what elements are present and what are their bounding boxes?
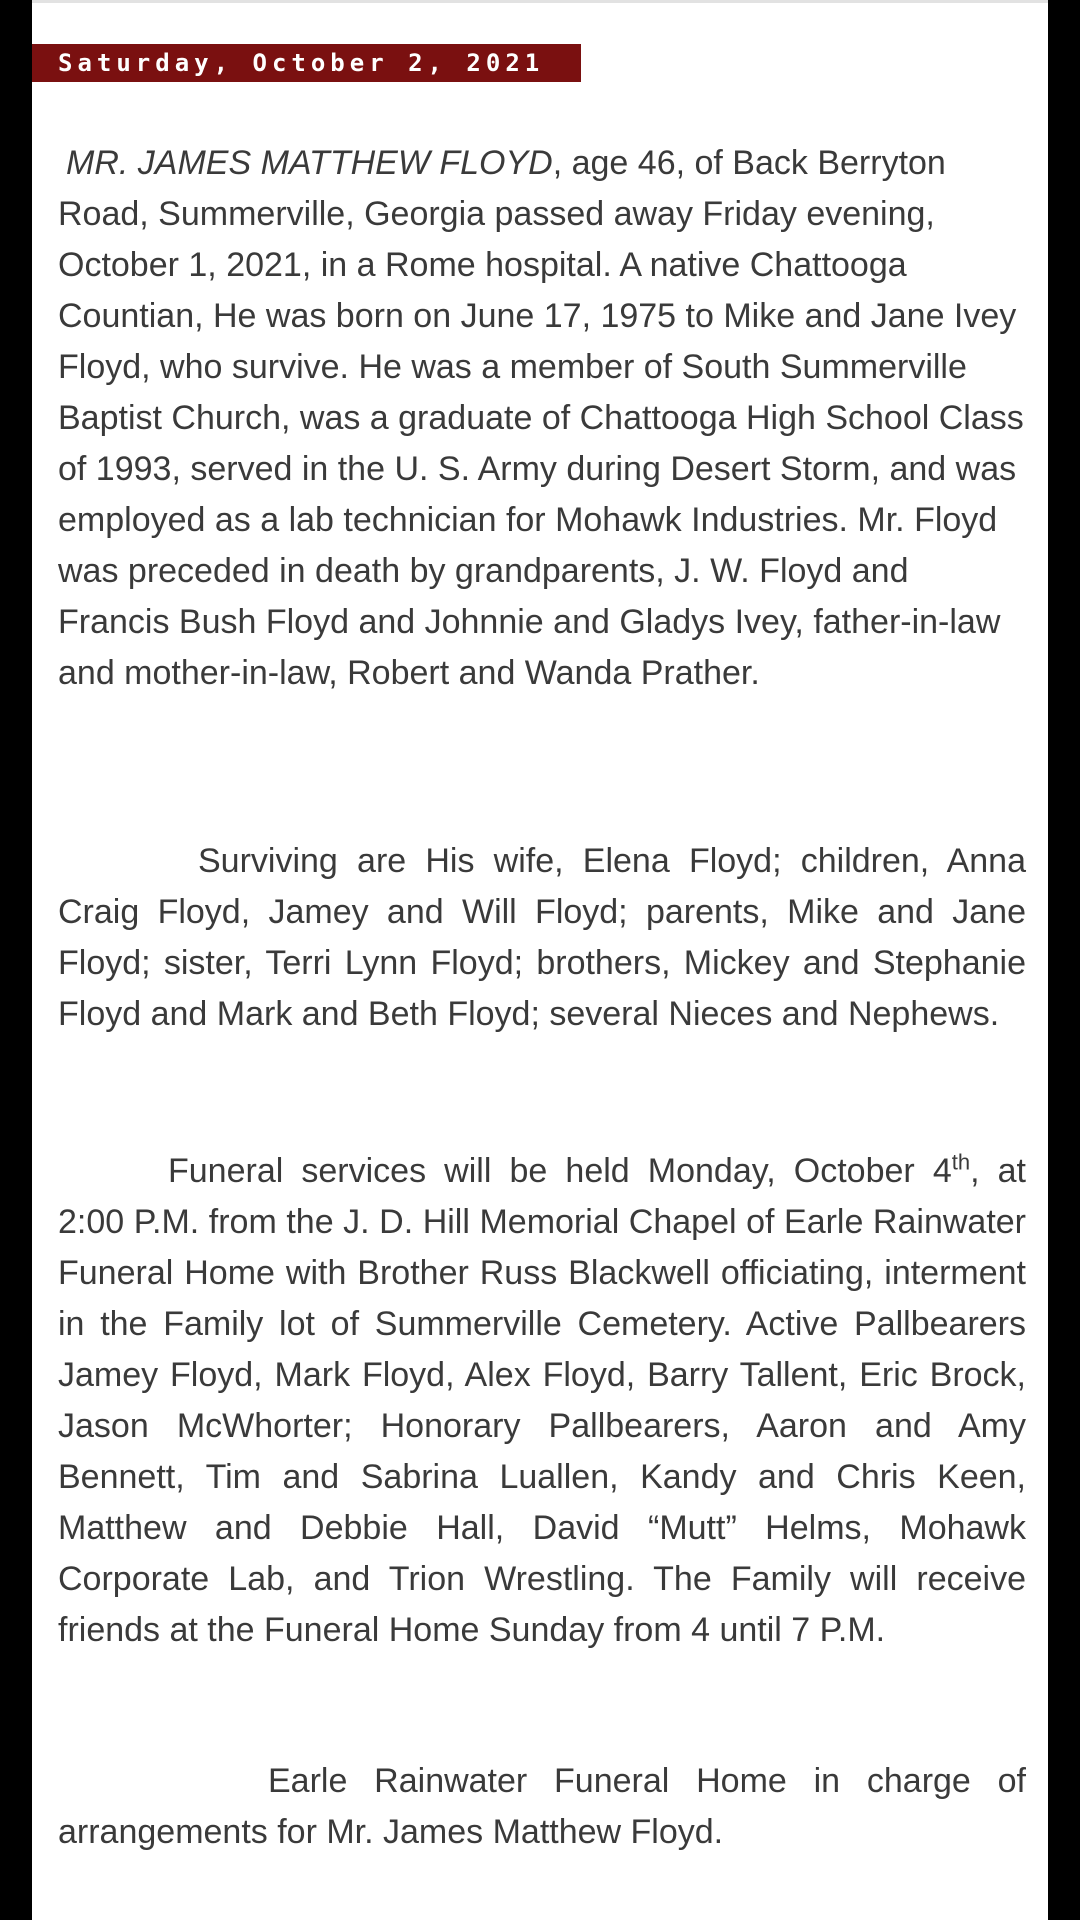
services-text-a: Funeral services will be held Monday, October 4 (168, 1152, 952, 1190)
obituary-page (32, 0, 1048, 1920)
paragraph-services (58, 1146, 1026, 1656)
paragraph-survivors: Surviving are His wife, Elena Floyd; children, Anna Craig Floyd, Jamey and Will Floyd; parents, Mike and Jane Floyd; sister, Terri Lynn Floyd; brothers, Mickey and Stephanie Floyd and Mark and Beth Floyd; several Nieces and Nephews. (58, 842, 1026, 1033)
obituary-survivors (58, 836, 1026, 1040)
paragraph-intro (58, 138, 1026, 699)
services-text-b: , at 2:00 P.M. from the J. D. Hill Memorial Chapel of Earle Rainwater Funeral Home with Brother Russ Blackwell officiating, interment in the Family lot of Summerville Cemetery. Active Pallbearers Jamey Floyd, Mark Floyd, Alex Floyd, Barry Tallent, Eric Brock, Jason McWhorter; Honorary Pallbearers, Aaron and Amy Bennett, Tim and Sabrina Luallen, Kandy and Chris Keen, Matthew and Debbie Hall, David “Mutt” Helms, Mohawk Corporate Lab, and Trion Wrestling. The Family will receive friends at the Funeral Home Sunday from 4 until 7 P.M. (58, 1152, 1026, 1649)
obituary-arrangements (58, 1756, 1026, 1858)
date-header: Saturday, October 2, 2021 (32, 44, 581, 82)
obituary-services (58, 1146, 1026, 1656)
intro-text: , age 46, of Back Berryton Road, Summerville, Georgia passed away Friday evening, October 1, 2021, in a Rome hospital. A native Chattooga Countian, He was born on June 17, 1975 to Mike and Jane Ivey Floyd, who survive. He was a member of South Summerville Baptist Church, was a graduate of Chattooga High School Class of 1993, served in the U. S. Army during Desert Storm, and was employed as a lab technician for Mohawk Industries. Mr. Floyd was preceded in death by grandparents, J. W. Floyd and Francis Bush Floyd and Johnnie and Gladys Ivey, father-in-law and mother-in-law, Robert and Wanda Prather. (58, 144, 1024, 692)
paragraph-arrangements: Earle Rainwater Funeral Home in charge of arrangements for Mr. James Matthew Floyd. (58, 1762, 1026, 1851)
deceased-name: MR. JAMES MATTHEW FLOYD (66, 144, 553, 182)
ordinal-suffix: th (951, 1149, 971, 1175)
obituary-body (58, 138, 1026, 699)
